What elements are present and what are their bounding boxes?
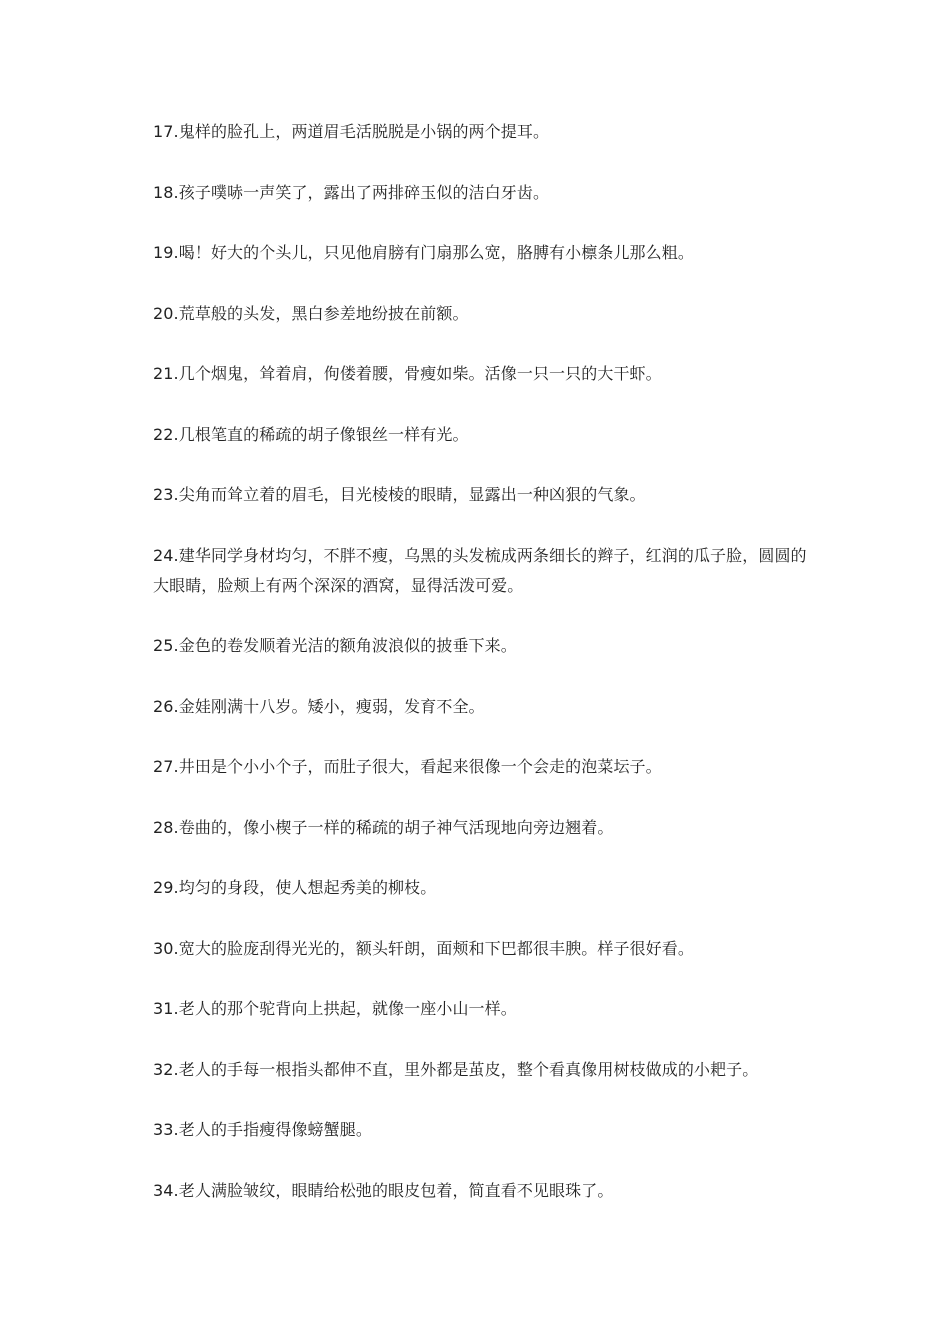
list-item: 24.建华同学身材均匀，不胖不瘦，乌黑的头发梳成两条细长的辫子，红润的瓜子脸，圆圆的大眼睛，脸颊上有两个深深的酒窝，显得活泼可爱。 <box>153 545 807 595</box>
list-item: 25.金色的卷发顺着光洁的额角波浪似的披垂下来。 <box>153 636 517 655</box>
list-item: 26.金娃刚满十八岁。矮小，瘦弱，发育不全。 <box>153 696 485 716</box>
list-item: 30.宽大的脸庞刮得光光的，额头轩朗，面颊和下巴都很丰腴。样子很好看。 <box>153 938 694 958</box>
list-item: 28.卷曲的，像小楔子一样的稀疏的胡子神气活现地向旁边翘着。 <box>153 817 614 837</box>
list-item: 23.尖角而耸立着的眉毛，目光棱棱的眼睛，显露出一种凶狠的气象。 <box>153 485 646 504</box>
list-item: 21.几个烟鬼，耸着肩，佝偻着腰，骨瘦如柴。活像一只一只的大干虾。 <box>153 364 662 383</box>
list-item: 31.老人的那个驼背向上拱起，就像一座小山一样。 <box>153 999 517 1018</box>
list-item: 18.孩子噗哧一声笑了，露出了两排碎玉似的洁白牙齿。 <box>153 182 550 202</box>
list-item: 32.老人的手每一根指头都伸不直，里外都是茧皮，整个看真像用树枝做成的小耙子。 <box>153 1059 759 1079</box>
sentence-list <box>153 117 813 1236</box>
list-item: 27.井田是个小小个子，而肚子很大，看起来很像一个会走的泡菜坛子。 <box>153 757 662 776</box>
list-item: 20.荒草般的头发，黑白参差地纷披在前额。 <box>153 303 469 323</box>
list-item: 22.几根笔直的稀疏的胡子像银丝一样有光。 <box>153 424 469 444</box>
list-item: 29.均匀的身段，使人想起秀美的柳枝。 <box>153 878 437 897</box>
list-item: 34.老人满脸皱纹，眼睛给松弛的眼皮包着，简直看不见眼珠了。 <box>153 1180 614 1200</box>
list-item: 33.老人的手指瘦得像螃蟹腿。 <box>153 1120 372 1139</box>
list-item: 17.鬼样的脸孔上，两道眉毛活脱脱是小锅的两个提耳。 <box>153 122 550 141</box>
list-item: 19.喝！好大的个头儿，只见他肩膀有门扇那么宽，胳膊有小檩条儿那么粗。 <box>153 243 694 262</box>
